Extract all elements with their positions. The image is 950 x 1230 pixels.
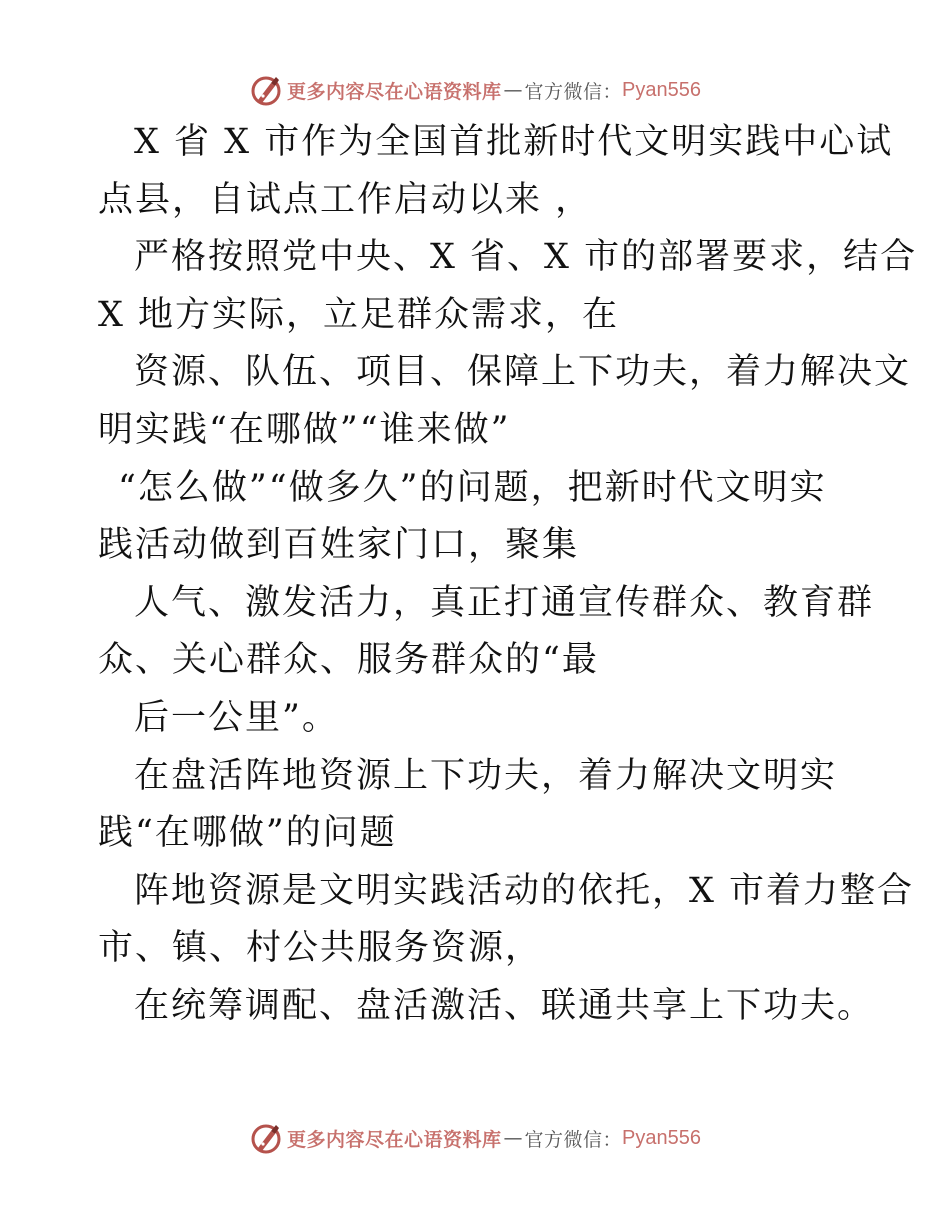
body-line: 众、关心群众、服务群众的“最 [98, 640, 599, 681]
body-line: “怎么做”“做多久”的问题，把新时代文明实 [118, 467, 827, 508]
body-line: X 地方实际，立足群众需求，在 [98, 294, 620, 335]
body-line: 市、镇、村公共服务资源， [98, 928, 543, 969]
document-body [98, 114, 918, 1036]
body-line: X 省 X 市作为全国首批新时代文明实践中心试 [134, 122, 894, 162]
body-line: 践活动做到百姓家门口，聚集 [98, 525, 580, 566]
watermark-separator: — [503, 1127, 523, 1149]
header-watermark [0, 70, 950, 110]
watermark-wechat-label: 官方微信： [524, 1128, 623, 1151]
watermark-wechat-id: Pyan556 [622, 1126, 701, 1149]
watermark-site-text: 更多内容尽在心语资料库 [287, 1128, 502, 1151]
body-line: 后一公里”。 [134, 697, 339, 738]
body-line: 阵地资源是文明实践活动的依托，X 市着力整合 [134, 870, 915, 911]
body-line: 明实践“在哪做”“谁来做” [98, 409, 511, 450]
pen-nib-logo-icon [249, 1121, 283, 1155]
body-line: 资源、队伍、项目、保障上下功夫，着力解决文 [134, 352, 912, 393]
body-line: 人气、激发活力，真正打通宣传群众、教育群 [134, 582, 875, 623]
pen-nib-logo-icon [249, 73, 283, 107]
watermark-wechat-id: Pyan556 [622, 78, 701, 101]
footer-watermark [0, 1118, 950, 1158]
watermark-site-text: 更多内容尽在心语资料库 [287, 80, 502, 103]
body-line: 严格按照党中央、X 省、X 市的部署要求，结合 [134, 237, 918, 278]
watermark-separator: — [503, 79, 523, 101]
body-line: 点县，自试点工作启动以来 ， [98, 179, 593, 220]
body-line: 在盘活阵地资源上下功夫，着力解决文明实 [134, 755, 838, 796]
body-line: 践“在哪做”的问题 [98, 813, 397, 854]
watermark-wechat-label: 官方微信： [524, 80, 623, 103]
body-line: 在统筹调配、盘活激活、联通共享上下功夫。 [134, 985, 875, 1026]
